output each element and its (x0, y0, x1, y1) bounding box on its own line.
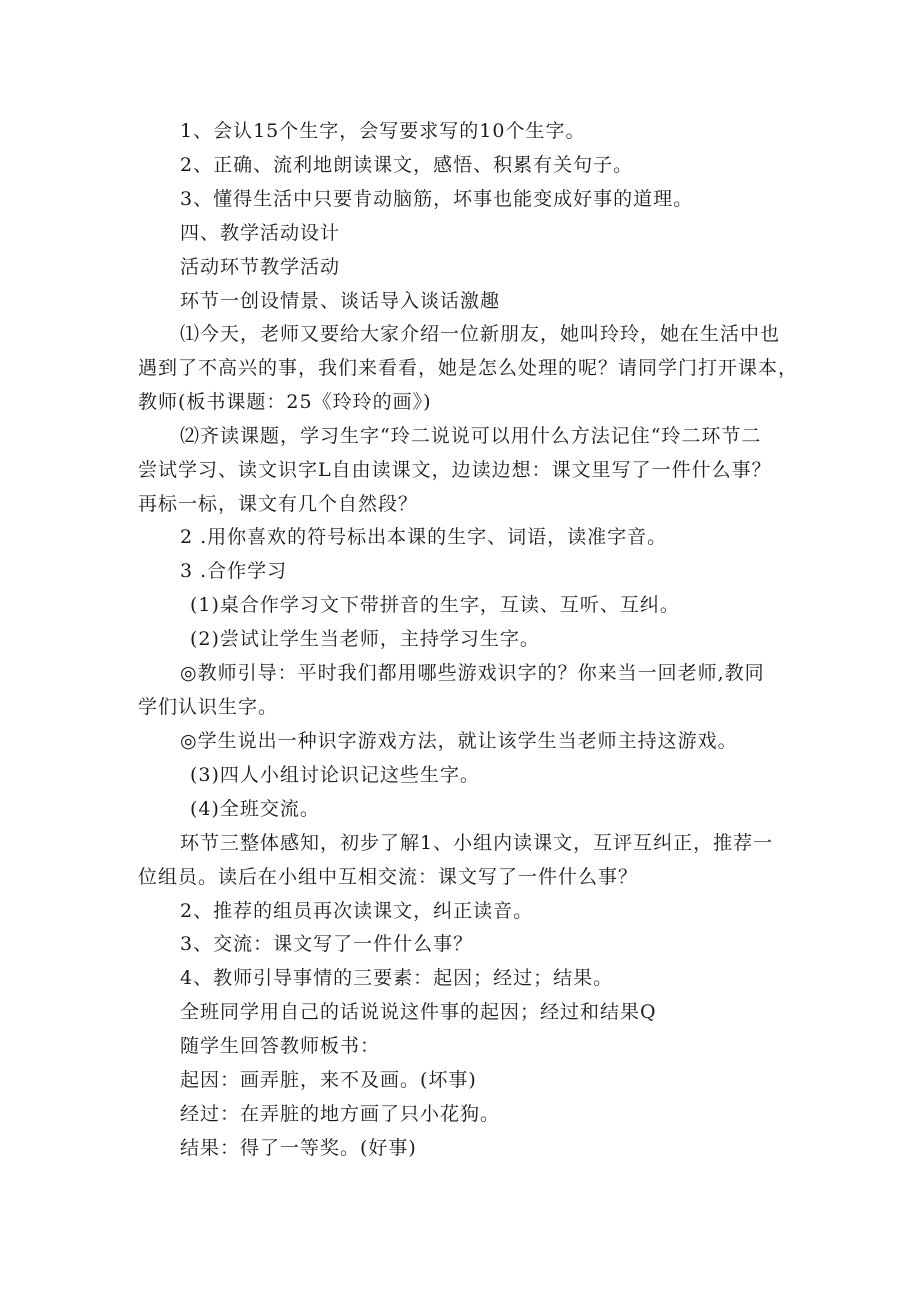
paragraph-line: ◎学生说出一种识字游戏方法，就让该学生当老师主持这游戏。 (180, 730, 738, 752)
paragraph-line: ⑴今天，老师又要给大家介绍一位新朋友，她叫玲玲，她在生活中也 (180, 323, 781, 345)
paragraph-line: 位组员。读后在小组中互相交流：课文写了一件什么事？ (138, 866, 639, 888)
paragraph-line: 全班同学用自己的话说说这件事的起因；经过和结果Q (180, 1001, 657, 1023)
paragraph-line: 再标一标，课文有几个自然段？ (138, 493, 419, 515)
step-line: 3、交流：课文写了一件什么事？ (180, 933, 474, 955)
step-line: 4、教师引导事情的三要素：起因；经过；结果。 (180, 967, 614, 989)
paragraph-line: 遇到了不高兴的事，我们来看看，她是怎么处理的呢？请同学门打开课本， (138, 357, 799, 379)
step-line: 2、推荐的组员再次读课文，纠正读音。 (180, 900, 534, 922)
board-note-result: 结果：得了一等奖。(好事) (180, 1137, 417, 1159)
objective-1: 1、会认15个生字，会写要求写的10个生字。 (180, 120, 586, 142)
section-heading: 四、教学活动设计 (180, 222, 341, 244)
paragraph-line: 随学生回答教师板书： (180, 1035, 381, 1057)
objective-3: 3、懂得生活中只要肯动脑筋，坏事也能变成好事的道理。 (180, 188, 694, 210)
substep-2: (2)尝试让学生当老师，主持学习生字。 (190, 628, 540, 650)
board-note-cause: 起因：画弄脏，来不及画。(坏事) (180, 1069, 477, 1091)
step-3: 3 .合作学习 (180, 560, 288, 582)
substep-4: (4)全班交流。 (190, 798, 320, 820)
paragraph-line: ◎教师引导：平时我们都用哪些游戏识字的？你来当一回老师,教同 (180, 662, 765, 684)
paragraph-line: 学们认识生字。 (138, 696, 279, 718)
step-2: 2 .用你喜欢的符号标出本课的生字、词语，读准字音。 (180, 526, 668, 548)
substep-3: (3)四人小组讨论识记这些生字。 (190, 764, 480, 786)
paragraph-line: 教师(板书课题：25《玲玲的画》) (138, 391, 432, 413)
paragraph-line: 尝试学习、读文识字L自由读课文，边读边想：课文里写了一件什么事？ (138, 459, 772, 481)
substep-1: (1)桌合作学习文下带拼音的生字，互读、互听、互纠。 (190, 594, 680, 616)
stage-one-title: 环节一创设情景、谈话导入谈话激趣 (180, 290, 501, 312)
table-header: 活动环节教学活动 (180, 256, 341, 278)
board-note-process: 经过：在弄脏的地方画了只小花狗。 (180, 1103, 501, 1125)
paragraph-line: 环节三整体感知，初步了解1、小组内读课文，互评互纠正，推荐一 (180, 832, 774, 854)
objective-2: 2、正确、流利地朗读课文，感悟、积累有关句子。 (180, 154, 634, 176)
paragraph-line: ⑵齐读课题，学习生字“玲二说说可以用什么方法记住“玲二环节二 (180, 425, 762, 447)
